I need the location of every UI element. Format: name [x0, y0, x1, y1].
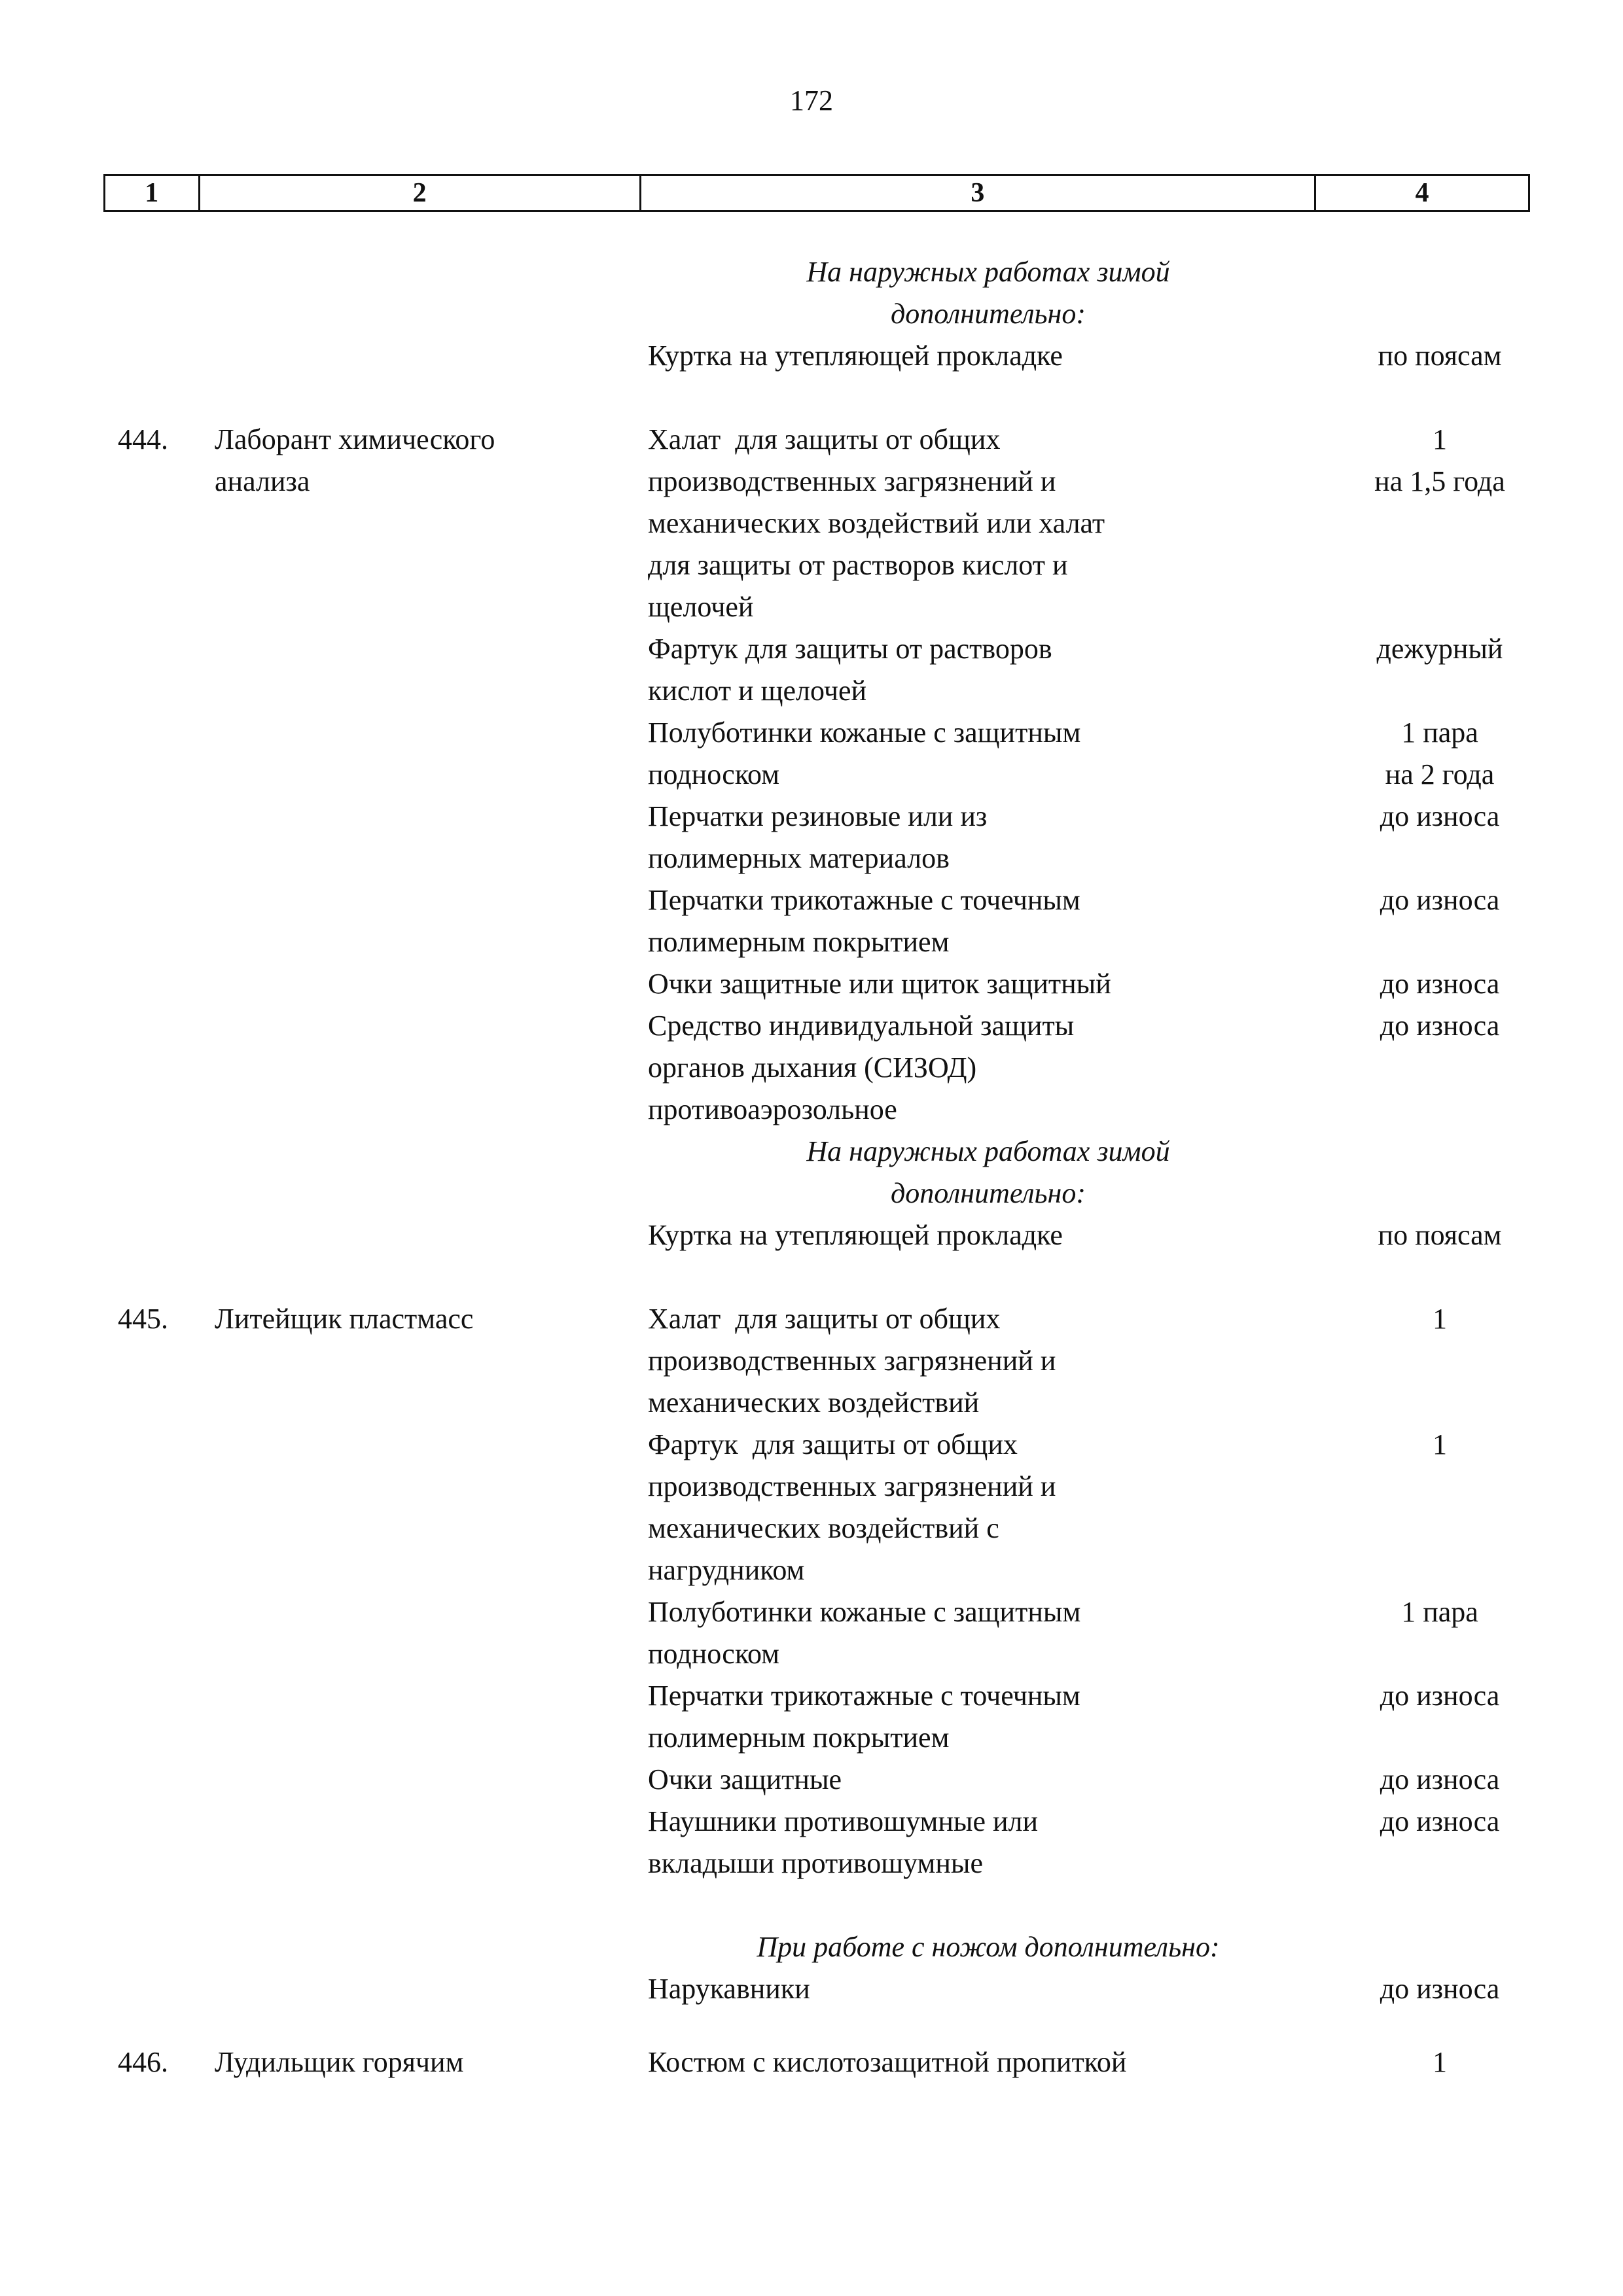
- item-qty: 1 пара: [1401, 716, 1478, 749]
- item-line: Халат для защиты от общих: [648, 1303, 1001, 1335]
- item-line: Перчатки трикотажные с точечным: [648, 1680, 1080, 1712]
- item-line: противоаэрозольное: [648, 1093, 897, 1125]
- header-col-3: 3: [641, 176, 1316, 210]
- note-line: На наружных работах зимой: [806, 1135, 1170, 1167]
- item-qty: на 2 года: [1385, 758, 1495, 790]
- header-col-1: 1: [105, 176, 200, 210]
- job-title: Лаборант химического: [215, 423, 495, 455]
- item-line: Очки защитные: [648, 1763, 842, 1795]
- item-line: щелочей: [648, 591, 754, 623]
- item-qty: до износа: [1380, 1805, 1500, 1837]
- item-qty: до износа: [1380, 1763, 1500, 1795]
- note-line: дополнительно:: [890, 1177, 1086, 1209]
- row-number: 444.: [118, 423, 168, 455]
- job-title: Литейщик пластмасс: [215, 1303, 474, 1335]
- page-number: 172: [790, 84, 833, 116]
- item-line: Полуботинки кожаные с защитным: [648, 716, 1081, 749]
- note-line: дополнительно:: [890, 298, 1086, 330]
- item-line: вкладыши противошумные: [648, 1847, 984, 1879]
- item-line: Нарукавники: [648, 1973, 810, 2005]
- item-line: Халат для защиты от общих: [648, 423, 1001, 455]
- item-line: Куртка на утепляющей прокладке: [648, 1219, 1063, 1251]
- item-line: Куртка на утепляющей прокладке: [648, 340, 1063, 372]
- item-line: механических воздействий: [648, 1386, 980, 1419]
- item-line: Фартук для защиты от общих: [648, 1428, 1018, 1460]
- item-line: кислот и щелочей: [648, 675, 867, 707]
- item-qty: до износа: [1380, 968, 1500, 1000]
- item-qty: до износа: [1380, 800, 1500, 832]
- item-line: механических воздействий или халат: [648, 507, 1105, 539]
- row-number: 445.: [118, 1303, 168, 1335]
- header-col-4: 4: [1415, 178, 1429, 208]
- item-line: Фартук для защиты от растворов: [648, 633, 1052, 665]
- job-title: анализа: [215, 465, 310, 497]
- item-line: подноском: [648, 758, 779, 790]
- item-line: полимерным покрытием: [648, 926, 950, 958]
- item-line: Средство индивидуальной защиты: [648, 1010, 1075, 1042]
- item-line: подноском: [648, 1638, 779, 1670]
- note-line: На наружных работах зимой: [806, 256, 1170, 288]
- item-line: Очки защитные или щиток защитный: [648, 968, 1111, 1000]
- item-line: производственных загрязнений и: [648, 1345, 1056, 1377]
- item-qty: до износа: [1380, 1010, 1500, 1042]
- item-qty: на 1,5 года: [1374, 465, 1505, 497]
- item-qty: 1: [1433, 2046, 1447, 2078]
- item-line: нагрудником: [648, 1554, 805, 1586]
- item-line: Полуботинки кожаные с защитным: [648, 1596, 1081, 1628]
- item-line: полимерных материалов: [648, 842, 950, 874]
- item-qty: 1: [1433, 423, 1447, 455]
- item-qty: до износа: [1380, 1973, 1500, 2005]
- item-line: для защиты от растворов кислот и: [648, 549, 1068, 581]
- item-line: производственных загрязнений и: [648, 465, 1056, 497]
- item-qty: по поясам: [1378, 340, 1502, 372]
- item-line: механических воздействий с: [648, 1512, 999, 1544]
- item-line: Перчатки резиновые или из: [648, 800, 988, 832]
- item-line: Перчатки трикотажные с точечным: [648, 884, 1080, 916]
- item-qty: 1 пара: [1401, 1596, 1478, 1628]
- item-line: органов дыхания (СИЗОД): [648, 1051, 977, 1084]
- job-title: Лудильщик горячим: [215, 2046, 464, 2078]
- row-number: 446.: [118, 2046, 168, 2078]
- item-line: Костюм с кислотозащитной пропиткой: [648, 2046, 1127, 2078]
- header-col-2: 2: [200, 176, 641, 210]
- item-qty: дежурный: [1376, 633, 1503, 665]
- table-header: [103, 174, 1530, 212]
- item-qty: 1: [1433, 1428, 1447, 1460]
- item-line: Наушники противошумные или: [648, 1805, 1039, 1837]
- item-qty: до износа: [1380, 1680, 1500, 1712]
- item-line: полимерным покрытием: [648, 1722, 950, 1754]
- item-line: производственных загрязнений и: [648, 1470, 1056, 1502]
- item-qty: до износа: [1380, 884, 1500, 916]
- item-qty: по поясам: [1378, 1219, 1502, 1251]
- item-qty: 1: [1433, 1303, 1447, 1335]
- note-line: При работе с ножом дополнительно:: [757, 1931, 1220, 1963]
